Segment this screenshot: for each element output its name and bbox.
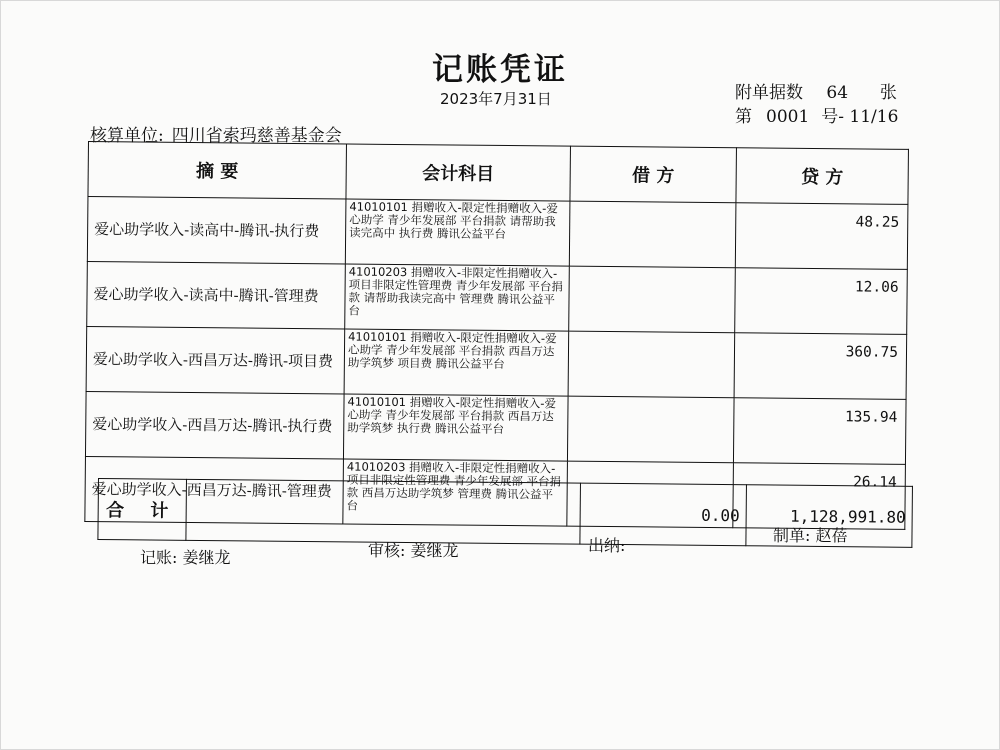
row-account: 41010203 捐赠收入-非限定性捐赠收入-项目非限定性管理费 青少年发展部 平台捐款 西昌万达助学筑梦 管理费 腾讯公益平台 — [343, 459, 568, 526]
column-header-credit: 贷 方 — [736, 148, 909, 205]
table-row — [86, 326, 907, 399]
attachments-count-line — [735, 78, 897, 103]
row-account: 41010203 捐赠收入-非限定性捐赠收入-项目非限定性管理费 青少年发展部 平台捐款 请帮助我读完高中 管理费 腾讯公益平台 — [345, 264, 570, 331]
auditor-name: 姜继龙 — [410, 541, 459, 560]
column-header-debit: 借 方 — [570, 146, 737, 203]
row-debit — [567, 396, 734, 463]
row-credit: 360.75 — [734, 333, 907, 400]
row-credit: 48.25 — [735, 203, 908, 270]
row-account: 41010101 捐赠收入-限定性捐赠收入-爱心助学 青少年发展部 平台捐款 西昌万达助学筑梦 执行费 腾讯公益平台 — [343, 394, 568, 461]
row-debit — [569, 266, 736, 333]
row-debit — [569, 201, 736, 268]
preparer-name: 赵蓓 — [815, 526, 848, 545]
auditor-signature — [368, 538, 459, 561]
voucher-suffix: 号- 11/16 — [821, 107, 899, 127]
voucher-number: 0001 — [766, 107, 810, 127]
table-header-row — [88, 142, 908, 205]
voucher-number-line — [735, 102, 898, 127]
row-summary: 爱心助学收入-读高中-腾讯-执行费 — [87, 197, 346, 264]
attachments-count: 64 — [826, 83, 849, 103]
unit-label: 核算单位: — [90, 126, 164, 146]
voucher-date: 2023年7月31日 — [440, 90, 552, 108]
total-credit: 1,128,991.80 — [746, 485, 913, 548]
row-credit: 26.14 — [733, 463, 906, 530]
row-summary: 爱心助学收入-西昌万达-腾讯-执行费 — [85, 391, 344, 458]
cashier-label: 出纳: — [588, 536, 626, 555]
table-row — [87, 261, 908, 334]
column-header-account: 会计科目 — [346, 144, 571, 201]
row-account: 41010101 捐赠收入-限定性捐赠收入-爱心助学 青少年发展部 平台捐款 请帮助我读完高中 执行费 腾讯公益平台 — [345, 199, 570, 266]
cashier-signature — [588, 533, 625, 556]
total-label: 合 计 — [98, 479, 187, 541]
row-account: 41010101 捐赠收入-限定性捐赠收入-爱心助学 青少年发展部 平台捐款 西昌万达助学筑梦 项目费 腾讯公益平台 — [344, 329, 569, 396]
voucher-table — [84, 141, 909, 530]
preparer-label: 制单: — [773, 526, 811, 545]
total-debit: 0.00 — [580, 483, 747, 546]
auditor-label: 审核: — [368, 541, 406, 560]
bookkeeper-label: 记账: — [140, 548, 178, 567]
column-header-summary: 摘 要 — [88, 142, 347, 199]
unit-name: 四川省索玛慈善基金会 — [171, 126, 342, 146]
row-credit: 12.06 — [735, 268, 908, 335]
row-summary: 爱心助学收入-西昌万达-腾讯-项目费 — [86, 326, 345, 393]
voucher-prefix: 第 — [735, 107, 752, 127]
attachments-unit: 张 — [879, 83, 897, 103]
row-debit — [568, 331, 735, 398]
row-summary: 爱心助学收入-西昌万达-腾讯-管理费 — [85, 456, 344, 523]
preparer-signature — [773, 523, 848, 546]
table-row — [85, 391, 906, 464]
bookkeeper-signature — [140, 545, 231, 568]
attachments-label: 附单据数 — [735, 83, 803, 103]
document-title: 记账凭证 — [432, 52, 568, 88]
row-credit: 135.94 — [733, 398, 906, 465]
total-blank-cell — [186, 479, 581, 544]
row-summary: 爱心助学收入-读高中-腾讯-管理费 — [87, 261, 346, 328]
bookkeeper-name: 姜继龙 — [182, 548, 231, 567]
table-row — [87, 197, 908, 270]
